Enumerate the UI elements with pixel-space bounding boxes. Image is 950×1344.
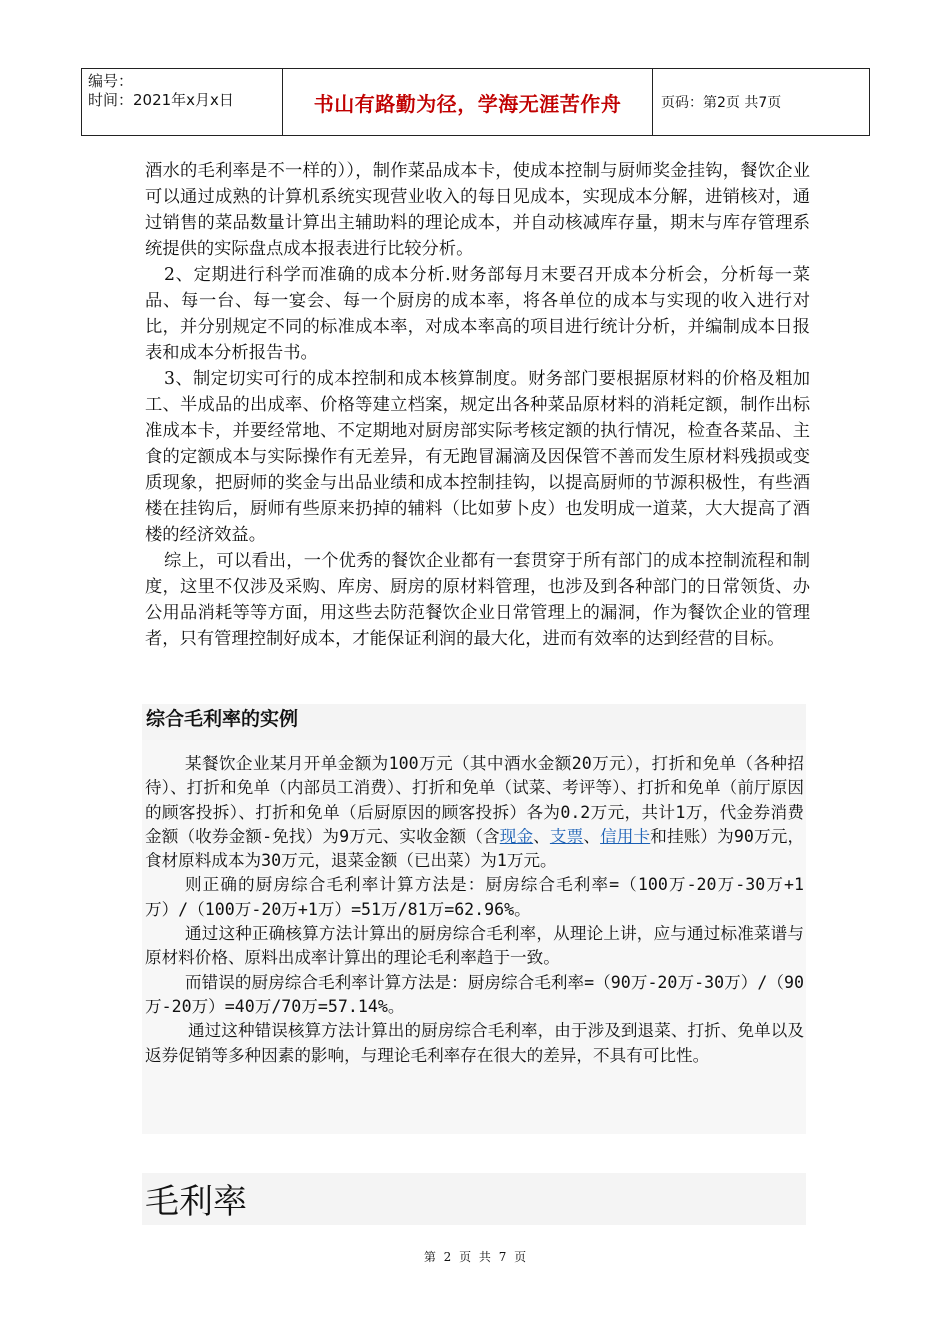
section-heading: 综合毛利率的实例 [142,704,806,740]
text-run: 、 [583,826,601,846]
body-text [145,158,810,652]
paragraph: 综上，可以看出，一个优秀的餐饮企业都有一套贯穿于所有部门的成本控制流程和制度，这里不仅涉及采购、库房、厨房的原材料管理，也涉及到各种部门的日常领货、办公用品消耗等等方面，用这些去防范餐饮企业日常管理上的漏洞，作为餐饮企业的管理者，只有管理控制好成本，才能保证利润的最大化，进而有效率的达到经营的目标。 [145,551,810,649]
paragraph: 则正确的厨房综合毛利率计算方法是：厨房综合毛利率=（100万-20万-30万+1万）/（100万-20万+1万）=51万/81万=62.96%。 [145,875,804,919]
paragraph: 通过这种错误核算方法计算出的厨房综合毛利率，由于涉及到退菜、打折、免单以及返券促销等多种因素的影响，与理论毛利率存在很大的差异，不具有可比性。 [145,1021,804,1065]
link-check[interactable]: 支票 [549,826,584,846]
header-motto: 书山有路勤为径，学海无涯苦作舟 [283,69,653,135]
text-run: 和挂账）为90万元，食材原料成本为30万元，退菜金额（已出菜）为1万元。 [145,826,805,871]
paragraph: 而错误的厨房综合毛利率计算方法是：厨房综合毛利率=（90万-20万-30万）/（90万-20万）=40万/70万=57.14%。 [145,972,804,1016]
example-block [142,740,806,1134]
link-cash[interactable]: 现金 [499,826,534,846]
page-header [81,68,870,136]
paragraph [145,752,804,873]
section-title: 毛利率 [142,1173,806,1225]
text-run: 、 [533,826,550,846]
paragraph: 通过这种正确核算方法计算出的厨房综合毛利率，从理论上讲，应与通过标准菜谱与原材料价格、原料出成率计算出的理论毛利率趋于一致。 [145,924,804,968]
header-meta [82,69,283,135]
document-number: 编号： [88,72,134,90]
header-page-number: 页码：第2页 共7页 [661,95,782,111]
text-run: 某餐饮企业某月开单金额为100万元（其中酒水金额20万元），打折和免单（各种招待）、打折和免单（内部员工消费）、打折和免单（试菜、考评等）、打折和免单（前厅原因的顾客投拆）、打折和免单（后厨原因的顾客投拆）各为0.2万元，共计1万，代金券消费金额（收券金额-免找）为9万元、实收金额（含 [145,754,804,846]
link-credit-card[interactable]: 信用卡 [600,826,651,846]
paragraph: 2、定期进行科学而准确的成本分析.财务部每月末要召开成本分析会，分析每一菜品、每一台、每一宴会、每一个厨房的成本率，将各单位的成本与实现的收入进行对比，并分别规定不同的标准成本率，对成本率高的项目进行统计分析，并编制成本日报表和成本分析报告书。 [145,265,810,363]
paragraph: 酒水的毛利率是不一样的）），制作菜品成本卡，使成本控制与厨师奖金挂钩，餐饮企业可以通过成熟的计算机系统实现营业收入的每日见成本，实现成本分解，进销核对，通过销售的菜品数量计算出主辅助料的理论成本，并自动核减库存量，期末与库存管理系统提供的实际盘点成本报表进行比较分析。 [145,161,810,259]
document-date: 时间：2021年x月x日 [88,91,234,109]
paragraph: 3、制定切实可行的成本控制和成本核算制度。财务部门要根据原材料的价格及粗加工、半成品的出成率、价格等建立档案，规定出各种菜品原材料的消耗定额，制作出标准成本卡，并要经常地、不定期地对厨房部实际考核定额的执行情况，检查各菜品、主食的定额成本与实际操作有无差异，有无跑冒漏滴及因保管不善而发生原材料残损或变质现象，把厨师的奖金与出品业绩和成本控制挂钩，以提高厨师的节源积极性，有些酒楼在挂钩后，厨师有些原来扔掉的辅料（比如萝卜皮）也发明成一道菜，大大提高了酒楼的经济效益。 [145,369,810,545]
page-footer: 第 2 页 共 7 页 [423,1250,527,1264]
